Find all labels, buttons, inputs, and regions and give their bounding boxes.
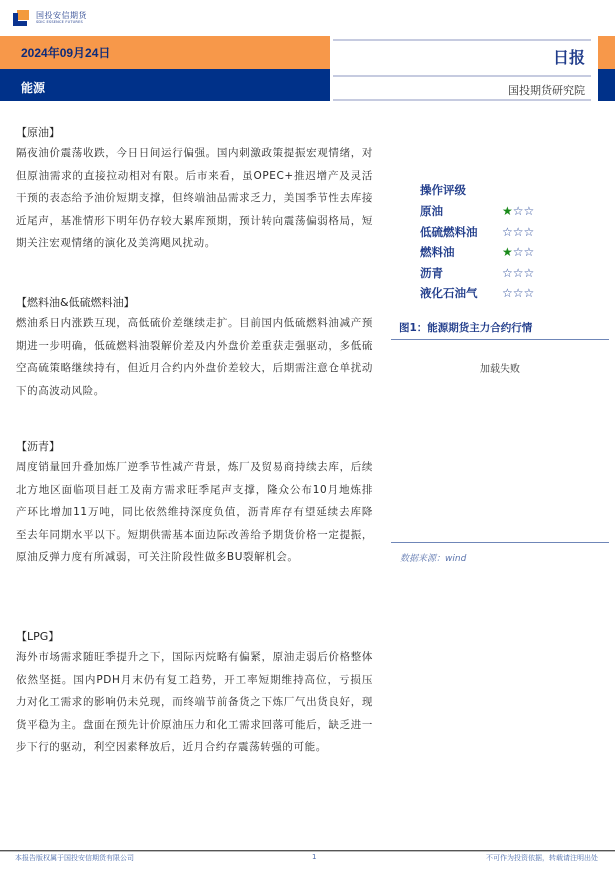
data-source: 数据来源：wind [400, 554, 467, 564]
report-date: 2024年09月24日 [21, 46, 111, 60]
header-orange-band-right [598, 36, 615, 69]
rating-item-name: 原油 [420, 204, 443, 218]
footer-rule [0, 851, 615, 852]
rating-row-fuel-oil [420, 242, 534, 263]
section-fuel-oil [16, 294, 373, 402]
header-divider [333, 99, 591, 101]
section-lpg [16, 628, 373, 759]
footer-disclaimer: 不可作为投资依据，转载请注明出处 [486, 854, 598, 862]
section-title: 【原油】 [16, 126, 60, 139]
rating-title: 操作评级 [420, 183, 466, 197]
section-body: 海外市场需求随旺季提升之下，国际丙烷略有偏紧，原油走弱后价格整体依然坚挺。国内PDH月末仍有复工趋势，开工率短期维持高位，亏损压力对化工需求的影响仍未兑现，而终端节前备货之下炼厂气出货良好，现货平稳为主。盘面在预先计价原油压力和化工需求回落可能后，缺乏进一步下行的驱动，利空因素释放后，近月合约存震荡转强的可能。 [16, 651, 373, 753]
star-rating-icon: ★☆☆ [502, 245, 535, 259]
institute-name: 国投期货研究院 [508, 84, 585, 97]
company-logo [13, 9, 87, 27]
header-navy-band [0, 69, 330, 101]
section-title: 【LPG】 [16, 630, 60, 643]
footer-copyright: 本报告版权属于国投安信期货有限公司 [15, 854, 134, 862]
figure-bottom-rule [391, 542, 609, 543]
logo-name-en: SDIC ESSENCE FUTURES [36, 19, 83, 24]
section-body: 燃油系日内涨跌互现，高低硫价差继续走扩。目前国内低硫燃料油减产预期进一步明确，低硫燃料油裂解价差及内外盘价差重获走强驱动，多低硫空高硫策略继续持有，但近月合约内外盘价差较大，后期需注意仓单扰动下的高波动风险。 [16, 317, 373, 397]
page-number: 1 [312, 853, 317, 861]
report-sector: 能源 [21, 81, 46, 95]
section-crude-oil [16, 124, 373, 255]
figure-load-failed: 加载失败 [480, 364, 520, 375]
section-body: 隔夜油价震荡收跌，今日日间运行偏强。国内刺激政策提振宏观情绪，对但原油需求的直接拉动相对有限。后市来看，虽OPEC+推迟增产及灵活干预的表态给予油价短期支撑，但终端油品需求乏力，美国季节性去库接近尾声，基准情形下明年仍存较大累库预期，预计转向震荡偏弱格局，短期关注宏观情绪的演化及美湾飓风扰动。 [16, 147, 373, 249]
star-rating-icon: ★☆☆ [502, 204, 535, 218]
figure-top-rule [391, 339, 609, 340]
rating-item-name: 沥青 [420, 265, 443, 280]
header-navy-band-right [598, 69, 615, 101]
section-body: 周度销量回升叠加炼厂逆季节性减产背景，炼厂及贸易商持续去库，后续北方地区面临项目赶工及南方需求旺季尾声支撑，隆众公布10月地炼排产环比增加11万吨，同比依然维持深度负值，沥青库存有望延续去库降至去年同期水平以下。短期供需基本面边际改善给予期货价格一定提振，原油反弹力度有所减弱，可关注阶段性做多BU裂解机会。 [16, 461, 373, 563]
rating-row-asphalt [420, 263, 534, 284]
operation-rating [420, 180, 534, 304]
rating-row-low-sulfur-fuel-oil [420, 222, 534, 243]
header-divider [333, 39, 591, 41]
section-asphalt [16, 438, 373, 569]
section-title: 【沥青】 [16, 440, 60, 453]
rating-item-name: 低硫燃料油 [420, 224, 478, 239]
rating-item-name: 液化石油气 [420, 286, 478, 300]
star-rating-icon: ☆☆☆ [502, 265, 535, 280]
logo-mark-icon [13, 10, 31, 26]
rating-item-name: 燃料油 [420, 245, 455, 259]
section-title: 【燃料油&低硫燃料油】 [16, 296, 135, 309]
logo-name-cn: 国投安信期货 [36, 10, 87, 20]
star-rating-icon: ☆☆☆ [502, 224, 535, 239]
report-type: 日报 [552, 48, 585, 67]
star-rating-icon: ☆☆☆ [502, 286, 535, 300]
rating-row-lpg [420, 283, 534, 304]
figure-title: 图1：能源期货主力合约行情 [399, 322, 533, 334]
header-divider [333, 75, 591, 77]
rating-row-crude-oil [420, 201, 534, 222]
